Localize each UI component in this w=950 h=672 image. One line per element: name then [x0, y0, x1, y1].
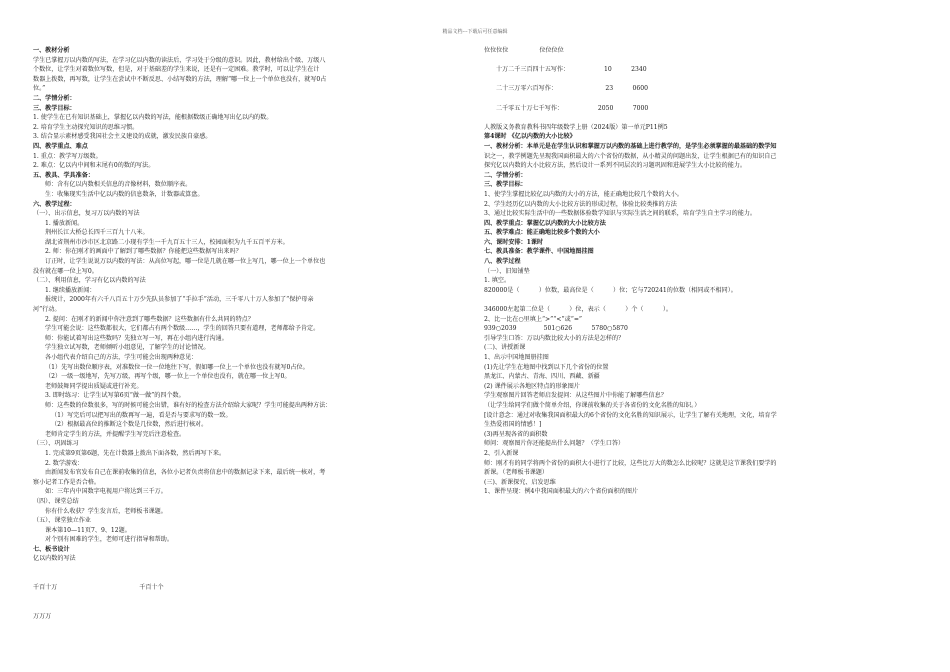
left-text-line: 数器上拨数，再写数，让学生在尝试中不断反思、小结写数的方法，理解“哪一位上一个单位也没有，就写0占 [33, 75, 327, 83]
board-design-units: 万万万 [33, 612, 52, 620]
left-text-line: 个数位，让学生对着数位写数，但是，对于基础差的学生来说，还是有一定困难。教学时，可以让学生在计 [33, 66, 320, 74]
right-text-line: 三、教学目标： [484, 181, 527, 189]
right-text-line: (二)、讲授新课 [484, 344, 526, 352]
spacer [484, 113, 926, 123]
right-text-line: 六、课时安排：1课时 [484, 238, 544, 246]
left-text-line: 河”行动。 [33, 306, 61, 314]
right-text-line: 学生观察图片回答老师启发提问：从这些图片中你能了解哪些信息？ [484, 392, 667, 400]
left-text-line: 荆州长江大桥总长四千三百九十八米。 [45, 229, 149, 237]
right-text-line: 二、学情分析： [484, 171, 527, 179]
left-text-line: 师：这些数的位数很多，写的时候可能会出错，谁有好的检查方法介绍给大家呢？学生可能提出两种方法： [45, 401, 332, 409]
left-text-line: 四、教学重点、难点 [33, 142, 88, 150]
left-text-line: 2. 难点：亿以内中间和末尾有0的数的写法。 [33, 162, 155, 170]
right-text-line: (2) 课件展示各地区特点的形象图片 [484, 382, 580, 390]
right-text-line: 四、教学重点：掌握亿以内数的大小比较方法 [484, 219, 606, 227]
left-text-line: 五、教具、学具准备： [33, 171, 94, 179]
right-text-line: 师：刚才有的同学将两个省份的面积大小进行了比较，这些比万大的数怎么比较呢？这就是这节课我们要学的 [484, 459, 777, 467]
left-text-line: 六、教学过程： [33, 200, 76, 208]
left-text-line: 亿以内数的写法 [33, 555, 76, 563]
left-text-line: 学生可能会说：这些数都很大，它们都占有两个数级……，学生的回答只要有道理，老师都给予肯定。 [45, 325, 320, 333]
left-text-line: 你有什么收获？学生发言后，老师板书课题。 [45, 507, 167, 515]
page-header: 精品文档---下载后可任意编辑 [442, 29, 508, 35]
right-text-line: 3、通过比较实际生活中的一些数据体验数学知识与实际生活之间的联系，培育学生自主学习的能力。 [484, 210, 757, 218]
left-text-line: （2）一级一级地写，先写万级，再写个级，哪一位上一个单位也没有，就在哪一位上写0。 [45, 373, 291, 381]
spacer [484, 75, 926, 85]
left-text-line: 一、教材分析 [33, 47, 70, 54]
right-text-line: 识之一，教学例题先呈现我国面积最大的六个省份的数据，从小精灵的问题出发，让学生根据已有的知识自己 [484, 152, 777, 160]
right-text-line: 生热爱祖国的情感！] [484, 421, 542, 429]
right-text-line: 八、教学过程 [484, 258, 521, 266]
right-text-line: （让学生给同学们做个简单介绍，你课前收集的关于各省份的文化名胜的知识。） [484, 401, 701, 409]
right-text-line: (3)再呈现各省的面积数 [484, 430, 548, 438]
left-column [33, 46, 465, 621]
right-text-line: 二千零五十万七千写作： 2050 7000 [496, 104, 649, 112]
left-text-line: 由新闻发布官发布自己在课前收集的信息，各位小记者负责将信息中的数据记录下来，最后统一核对，考 [45, 469, 326, 477]
left-text-line: 订正时，让学生说说万以内数的写法：从高位写起，哪一位是几就在哪一位上写几，哪一位上一个单位也 [45, 258, 326, 266]
right-text-line: 2、引入新课 [484, 449, 519, 457]
left-text-line: 二、学情分析： [33, 94, 76, 102]
left-text-line: 老师鼓舞同学提出质疑或进行补充。 [45, 382, 143, 390]
left-text-line: 三、教学目标： [33, 104, 76, 112]
right-text-line: 1. 填空。 [484, 277, 511, 285]
right-text-line: 二十三万零六百写作： 23 0600 [496, 85, 648, 93]
right-text-line: 939○2039 501○626 5780○5870 [484, 325, 628, 333]
left-text-line: 课本第10—11页7、9、12题。 [45, 526, 131, 534]
board-design-row [33, 583, 465, 593]
left-text-line: 师：你能试着写出这些数吗？先独立写一写，再在小组内进行沟通。 [45, 334, 228, 342]
left-text-line: 2. 数学游戏： [45, 459, 84, 467]
left-text-line: （二）、利用信息，学习有亿以内数的写法 [33, 277, 146, 285]
left-text-line: 2. 师：你在刚才的画面中了解到了哪些数据？你能把这些数据写出来吗？ [45, 248, 242, 256]
right-text-line: 一、教材分析：本单元是在学生认识和掌握万以内数的基础上进行教学的，是学生必须掌握的最基础的数学知 [484, 142, 777, 150]
left-text-line: 3. 即时练习：让学生试写第6页“做一做”的四个数。 [45, 392, 185, 400]
left-text-line: 七、板书设计 [33, 545, 70, 553]
left-text-line: 如：三年内中国数字电视用户将达到三千万。 [45, 488, 167, 496]
left-text-line: 3. 结合显示素材感受我国社会主义建设的成就，激发民族自豪感。 [33, 133, 212, 141]
left-text-line: 没有就在哪一位上写0。 [33, 267, 98, 275]
left-text-line: 对个别有困难的学生，老师可进行指导和帮助。 [45, 536, 173, 544]
right-text-line: (1)先让学生在地图中找到以下几个省份的位置 [484, 363, 609, 371]
right-text-line: [设计意念：通过对收集我国面积最大的6个省份的文化名胜的知识展示，让学生了解有关地理，文化，培育学 [484, 411, 777, 419]
right-text-line: 346000左起第二位是（ ）位，表示（ ）个（ ）。 [484, 306, 673, 314]
left-text-line: （五）、课堂独立作业 [33, 517, 91, 525]
right-text-line: 2、比一比在○里填上“>”“<”或“=” [484, 315, 583, 323]
right-text-line: 1、使学生掌握比较亿以内数的大小的方法，能正确地比较几个数的大小。 [484, 190, 683, 198]
left-text-line: 1. 使学生在已有知识基础上，掌握亿以内数的写法，能根据数级正确地写出亿以内的数。 [33, 114, 273, 122]
left-text-line: （1）写完后可以把写出的数再写一遍，看是否与要求写的数一致。 [51, 411, 232, 419]
left-text-line: 察小记者工作是否合格。 [33, 478, 101, 486]
board-wan-level: 千百十万 [33, 584, 58, 592]
left-text-line: 2. 培育学生主动探究知识的思维习惯。 [33, 123, 139, 131]
left-text-line: （四）、课堂总结 [33, 497, 79, 505]
right-text-line: 人教版义务教育教科书四年级数学上册（2024版）第一单元P11例5 [484, 123, 668, 131]
left-text-line: 湖北省荆州市沙市区北京路二小现有学生一千九百五十三人，校园面积为九千五百平方米。 [45, 238, 289, 246]
left-text-line: 报统计，2000年有六千八百五十万少先队员参加了“手拉手”活动，三千零八十万人参加了“保护母亲 [45, 296, 314, 304]
right-text-line: 七、教具准备：教学课件、中国地图挂图 [484, 248, 594, 256]
right-text-line: (三)、新课探究、启发思维 [484, 478, 556, 486]
right-text-line: 十万二千三百四十五写作： 10 2340 [496, 66, 647, 74]
left-text-line: 各小组代表介绍自己的方法，学生可能会出现两种意见： [45, 354, 198, 361]
right-text-line: 820000是（ ）位数，最高位是（ ）位；它与720241的位数（相同或不相同）。 [484, 286, 737, 294]
right-text-line: 2、学生经历亿以内数的大小比较方法的形成过程，体验比较类推的方法 [484, 200, 677, 208]
spacer [484, 94, 926, 104]
left-text-line: 1. 完成第9页第6题，先在计数器上拨出下面各数，然后再写下来。 [45, 449, 226, 457]
left-text-line: 老师肯定学生的方法，并提醒学生写完后注意检查。 [45, 430, 186, 438]
right-text-line: 探究亿以内数的大小比较方法，然后设计一系列不同层次的习题巩固和进展学生大小比较的能力。 [484, 162, 747, 170]
board-ge-level: 千百十个 [139, 584, 164, 592]
right-text-line: 引导学生口答：万以内数比较大小的方法是怎样的？ [484, 334, 625, 342]
right-text-line: 新课。（老师板书课题） [484, 469, 548, 477]
left-text-line: 1. 重点：教学写万级数。 [33, 152, 102, 160]
spacer [484, 56, 926, 66]
left-text-line: （三）、巩固练习 [33, 440, 79, 448]
left-text-line: （1）先写出数位顺序表，对准数位一位一位地往下写，假如哪一位上一个单位也没有就写0占位。 [45, 363, 309, 371]
left-text-line: 师：含有亿以内数相关信息的音像材料，数位顺序表。 [45, 181, 192, 189]
right-text-line: 1、课件呈现：例4中我国面积最大的六个省份面积的图片 [484, 488, 639, 496]
right-text-block [484, 46, 926, 497]
left-text-line: 学生独立试写数，老师倾听小组意见，了解学生的讨论情况。 [45, 344, 210, 352]
left-text-block [33, 46, 465, 564]
right-text-line: 五、教学难点：能正确地比较多个数的大小 [484, 229, 600, 237]
right-text-line: 黑龙江、内蒙古、青海、四川、西藏、新疆 [484, 373, 600, 381]
right-text-line: 第4课时 《亿以内数的大小比较》 [484, 133, 576, 141]
left-text-line: （一）、出示信息，复习万以内数的写法 [33, 210, 140, 218]
spacer [484, 295, 926, 305]
right-text-line: （一）、旧知铺垫 [484, 267, 530, 275]
left-text-line: 2. 提问：在刚才的新闻中你注意到了哪些数据？这些数据有什么共同的特点？ [45, 315, 254, 323]
left-text-line: 位。” [33, 85, 46, 93]
left-text-line: 生：收集现实生活中亿以内数的信息数条，计数器或算盘。 [45, 190, 204, 198]
left-text-line: （2）根据最高位的推断这个数是几位数，然后进行核对。 [51, 421, 208, 429]
right-text-line: 位位位位 位位位位 [484, 47, 564, 54]
left-text-line: 学生已掌握万以内数的写法，在学习亿以内数的读法后，学习处于分级的意识。因此，教材给出个级、万级八 [33, 56, 326, 64]
left-text-line: 1. 继续播放新闻： [45, 286, 96, 294]
right-column [484, 46, 926, 497]
left-text-line: 1. 播放新闻。 [45, 219, 84, 227]
right-text-line: 1、出示中国地图册挂图 [484, 354, 549, 361]
right-text-line: 师问：观察图片你还能提出什么问题？（学生口答） [484, 440, 625, 448]
